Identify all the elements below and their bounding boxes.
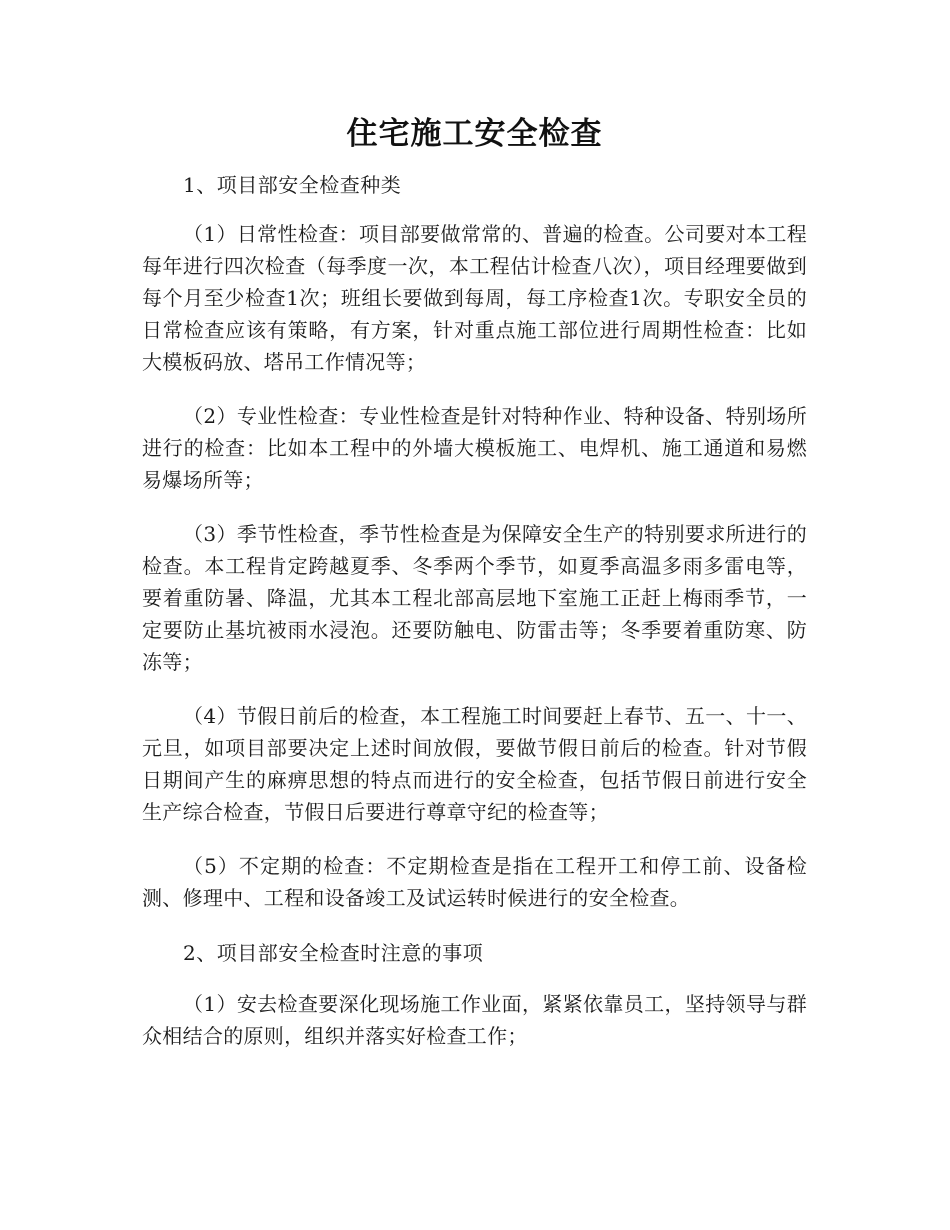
paragraph-holiday-inspection: （4）节假日前后的检查，本工程施工时间要赶上春节、五一、十一、元旦，如项目部要决定上述时间放假，要做节假日前后的检查。针对节假日期间产生的麻痹思想的特点而进行的安全检查，包括节假日前进行安全生产综合检查，节假日后要进行尊章守纪的检查等； bbox=[142, 704, 807, 824]
paragraph-daily-inspection: （1）日常性检查：项目部要做常常的、普遍的检查。公司要对本工程每年进行四次检查（每季度一次，本工程估计检查八次），项目经理要做到每个月至少检查1次；班组长要做到每周，每工序检查1次。专职安全员的日常检查应该有策略，有方案，针对重点施工部位进行周期性检查：比如大模板码放、塔吊工作情况等； bbox=[142, 222, 807, 374]
paragraph-professional-inspection: （2）专业性检查：专业性检查是针对特种作业、特种设备、特别场所进行的检查：比如本工程中的外墙大模板施工、电焊机、施工通道和易燃易爆场所等； bbox=[142, 404, 807, 492]
section-heading-inspection-notes: 2、项目部安全检查时注意的事项 bbox=[183, 941, 484, 965]
document-title: 住宅施工安全检查 bbox=[346, 116, 603, 152]
paragraph-inspection-note-1: （1）安去检查要深化现场施工作业面，紧紧依靠员工，坚持领导与群众相结合的原则，组织并落实好检查工作； bbox=[142, 992, 807, 1048]
document-page bbox=[142, 0, 807, 1052]
paragraph-seasonal-inspection: （3）季节性检查，季节性检查是为保障安全生产的特别要求所进行的检查。本工程肯定跨越夏季、冬季两个季节，如夏季高温多雨多雷电等，要着重防暑、降温，尤其本工程北部高层地下室施工正赶上梅雨季节，一定要防止基坑被雨水浸泡。还要防触电、防雷击等；冬季要着重防寒、防冻等； bbox=[142, 522, 807, 674]
section-heading-inspection-types: 1、项目部安全检查种类 bbox=[183, 173, 402, 197]
paragraph-irregular-inspection: （5）不定期的检查：不定期检查是指在工程开工和停工前、设备检测、修理中、工程和设备竣工及试运转时候进行的安全检查。 bbox=[142, 854, 807, 910]
